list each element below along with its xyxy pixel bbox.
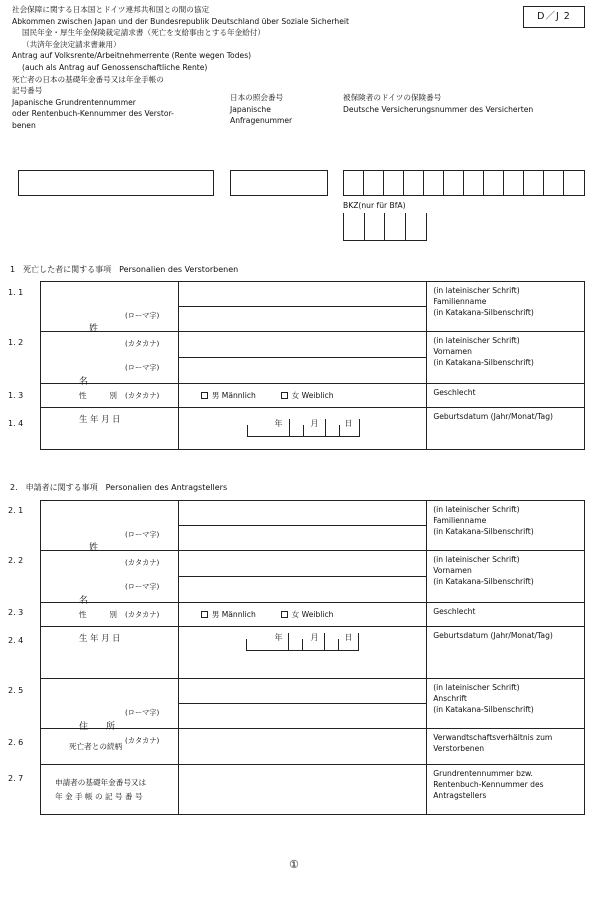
field-sublabel: (カタカナ) xyxy=(125,609,160,619)
date-field[interactable] xyxy=(238,629,366,657)
option-label: Männlich xyxy=(221,390,256,400)
option-label: Weiblich xyxy=(301,390,334,400)
de-label-cell xyxy=(427,551,585,603)
header-col2 xyxy=(230,92,292,127)
de-label-cell xyxy=(427,627,585,679)
de-label-cell xyxy=(427,282,585,332)
de-label: Anschrift xyxy=(433,694,467,703)
de-label: (in lateinischer Schrift) xyxy=(433,505,520,514)
table-row xyxy=(41,408,585,450)
surname-input-cell[interactable] xyxy=(178,501,426,551)
jp-inquiry-number-field[interactable] xyxy=(230,170,328,196)
jp-pension-number-field[interactable] xyxy=(18,170,214,196)
table-row xyxy=(41,729,585,765)
header-line: Anfragenummer xyxy=(230,116,293,126)
section-num: 2. xyxy=(10,483,18,492)
de-label: (in Katakana-Silbenschrift) xyxy=(433,527,534,536)
de-label-cell xyxy=(427,384,585,408)
de-label: Geburtsdatum (Jahr/Monat/Tag) xyxy=(433,631,553,640)
de-label-cell xyxy=(427,729,585,765)
field-label: 生 年 月 日 xyxy=(79,633,121,643)
label-cell xyxy=(41,679,179,745)
field-sublabel: (カタカナ) xyxy=(125,338,160,348)
header-line: benen xyxy=(12,120,36,130)
row-num: 2. 4 xyxy=(8,636,24,645)
option-label: 女 xyxy=(291,609,300,619)
header-line: (auch als Antrag auf Genossenschaftliche Rente) xyxy=(22,62,208,72)
de-insurance-number-cells[interactable] xyxy=(343,170,585,196)
bkz-label: BKZ(nur für BfA) xyxy=(343,201,406,210)
de-label: Geschlecht xyxy=(433,388,476,397)
date-unit: 年 xyxy=(274,418,283,428)
field-sublabel: (ローマ字) xyxy=(125,581,160,591)
row-num: 2. 7 xyxy=(8,774,24,783)
field-label: 名 xyxy=(79,376,89,387)
de-label: (in Katakana-Silbenschrift) xyxy=(433,705,534,714)
applicant-pension-number-cell[interactable] xyxy=(178,765,426,815)
field-label: 死亡者との続柄 xyxy=(69,741,123,751)
option-label: Männlich xyxy=(221,609,256,619)
de-label-cell xyxy=(427,408,585,450)
label-cell xyxy=(41,627,179,679)
option-label: 女 xyxy=(291,390,300,400)
form-code-box xyxy=(523,6,585,28)
field-sublabel: (ローマ字) xyxy=(125,529,160,539)
de-label-cell xyxy=(427,765,585,815)
section-title-de: Personalien des Verstorbenen xyxy=(119,265,239,274)
table-row xyxy=(41,332,585,384)
de-label: Vornamen xyxy=(433,566,472,575)
field-label: 申請者の基礎年金番号又は xyxy=(55,777,147,787)
header-col3 xyxy=(343,92,533,115)
field-label: 姓 xyxy=(89,323,99,334)
de-label: (in lateinischer Schrift) xyxy=(433,286,520,295)
section2-heading xyxy=(10,483,235,493)
row-num: 2. 1 xyxy=(8,506,24,515)
field-label: 性 別 xyxy=(79,390,117,400)
header-line: Deutsche Versicherungsnummer des Versicherten xyxy=(343,104,534,114)
section-title-jp: 死亡した者に関する事項 xyxy=(23,265,112,274)
de-label: (in Katakana-Silbenschrift) xyxy=(433,358,534,367)
de-label: (in Katakana-Silbenschrift) xyxy=(433,577,534,586)
field-label: 名 xyxy=(79,595,89,606)
label-cell xyxy=(41,501,179,567)
header-line: oder Rentenbuch-Kennummer des Verstor- xyxy=(12,109,174,119)
field-label: 生 年 月 日 xyxy=(79,414,121,424)
option-label: Weiblich xyxy=(301,609,334,619)
de-label: Rentenbuch-Kennummer des xyxy=(433,780,544,789)
birthdate-cell[interactable] xyxy=(178,627,426,679)
field-label: 住 所 xyxy=(79,721,116,732)
page-number: ① xyxy=(289,858,299,871)
field-label: 性 別 xyxy=(79,609,117,619)
section-title-jp: 申請者に関する事項 xyxy=(25,483,98,492)
surname-input-cell[interactable] xyxy=(178,282,427,332)
field-sublabel: (ローマ字) xyxy=(125,707,160,717)
table-row xyxy=(41,603,585,627)
section1-heading xyxy=(10,265,246,275)
table-row xyxy=(41,765,585,815)
label-cell xyxy=(41,282,179,348)
field-label: 姓 xyxy=(89,542,99,553)
de-label: Familienname xyxy=(433,516,487,525)
row-num: 1. 1 xyxy=(8,288,24,297)
male-checkbox[interactable] xyxy=(201,392,208,399)
de-label: Geburtsdatum (Jahr/Monat/Tag) xyxy=(433,412,553,421)
table-row xyxy=(41,627,585,679)
sex-cell xyxy=(178,384,427,408)
field-label: 年 金 手 帳 の 記 号 番 号 xyxy=(55,791,143,801)
de-label: Vornamen xyxy=(433,347,472,356)
female-checkbox[interactable] xyxy=(281,392,288,399)
date-unit: 月 xyxy=(310,633,319,642)
field-sublabel: (カタカナ) xyxy=(125,390,160,400)
de-label: Verstorbenen xyxy=(433,744,485,753)
header-line: 国民年金・厚生年金保険裁定請求書（死亡を支給事由とする年金給付） xyxy=(22,28,265,38)
relationship-input-cell[interactable] xyxy=(178,729,426,765)
header-line: Japanische Grundrentennummer xyxy=(12,97,136,107)
de-label: Antragstellers xyxy=(433,791,487,800)
row-num: 1. 3 xyxy=(8,391,24,400)
female-checkbox[interactable] xyxy=(281,611,288,618)
de-label-cell xyxy=(427,332,585,384)
de-label: Geschlecht xyxy=(433,607,476,616)
row-num: 2. 3 xyxy=(8,608,24,617)
table-row xyxy=(41,679,585,729)
section1-table xyxy=(40,281,585,450)
option-label: 男 xyxy=(211,390,220,400)
section2-table xyxy=(40,500,585,815)
de-label: (in lateinischer Schrift) xyxy=(433,555,520,564)
address-input-cell[interactable] xyxy=(178,679,426,729)
header-left xyxy=(12,4,349,132)
form-code: D／J 2 xyxy=(537,10,571,22)
header-line: 被保険者のドイツの保険番号 xyxy=(343,93,442,102)
field-sublabel: (カタカナ) xyxy=(125,557,160,567)
de-label: Grundrentennummer bzw. xyxy=(433,769,533,778)
de-label-cell xyxy=(427,501,585,551)
date-unit: 月 xyxy=(310,418,319,428)
sex-cell xyxy=(178,603,426,627)
date-unit: 年 xyxy=(274,633,283,642)
de-label: (in Katakana-Silbenschrift) xyxy=(433,308,534,317)
table-row xyxy=(41,501,585,551)
header-line: 死亡者の日本の基礎年金番号又は年金手帳の xyxy=(12,74,164,84)
option-label: 男 xyxy=(211,609,220,619)
row-num: 2. 5 xyxy=(8,686,24,695)
table-row xyxy=(41,384,585,408)
header-line: Antrag auf Volksrente/Arbeitnehmerrente (Rente wegen Todes) xyxy=(12,51,252,61)
label-cell xyxy=(41,729,179,765)
birthdate-cell[interactable] xyxy=(178,408,427,450)
given-name-input-cell[interactable] xyxy=(178,332,427,384)
de-label: Familienname xyxy=(433,297,487,306)
de-label-cell xyxy=(427,603,585,627)
header-line: 日本の照会番号 xyxy=(230,93,284,102)
header-line: 記号番号 xyxy=(12,86,43,96)
header-line: Japanische xyxy=(230,104,271,114)
section-title-de: Personalien des Antragstellers xyxy=(105,483,228,492)
field-sublabel: (カタカナ) xyxy=(125,735,160,745)
male-checkbox[interactable] xyxy=(201,611,208,618)
field-sublabel: (ローマ字) xyxy=(125,310,160,320)
header-line: Abkommen zwischen Japan und der Bundesrepublik Deutschland über Soziale Sicherheit xyxy=(12,16,349,26)
date-unit: 日 xyxy=(344,418,353,428)
de-label: Verwandtschaftsverhältnis zum xyxy=(433,733,553,742)
de-label-cell xyxy=(427,679,585,729)
de-label: (in lateinischer Schrift) xyxy=(433,336,520,345)
given-name-input-cell[interactable] xyxy=(178,551,426,603)
label-cell xyxy=(41,765,179,815)
date-field[interactable] xyxy=(239,415,367,443)
row-num: 2. 2 xyxy=(8,556,24,565)
de-label: (in lateinischer Schrift) xyxy=(433,683,520,692)
date-unit: 日 xyxy=(344,633,353,642)
table-row xyxy=(41,551,585,603)
table-row xyxy=(41,282,585,332)
field-sublabel: (ローマ字) xyxy=(125,362,160,372)
row-num: 1. 2 xyxy=(8,338,24,347)
header-line: 社会保障に関する日本国とドイツ連邦共和国との間の協定 xyxy=(12,5,210,14)
row-num: 1. 4 xyxy=(8,419,24,428)
header-line: （共済年金決定請求書兼用） xyxy=(22,39,121,49)
section-num: 1 xyxy=(10,265,16,274)
row-num: 2. 6 xyxy=(8,738,24,747)
label-cell xyxy=(41,408,179,450)
bkz-cells[interactable] xyxy=(343,213,427,241)
